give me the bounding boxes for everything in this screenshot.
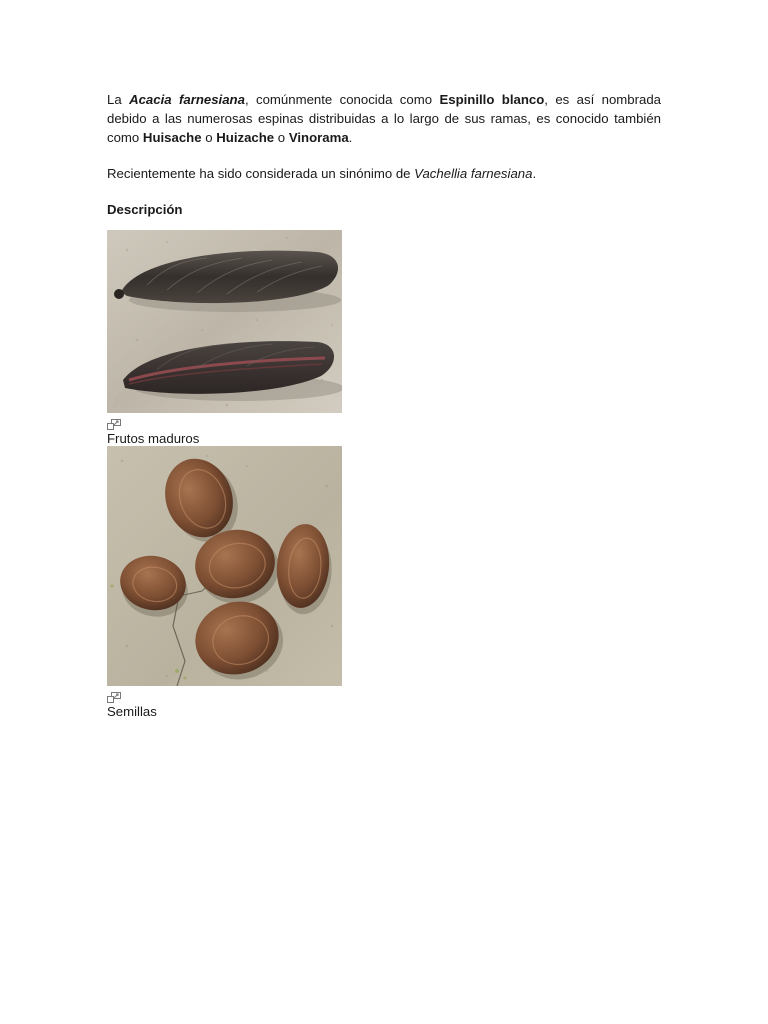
text-run: La (107, 92, 130, 107)
common-name-vinorama: Vinorama (288, 130, 349, 145)
text-run: , es así nombrada debido a las numerosas espinas distribuidas a lo largo de sus ramas, es conocido también como (107, 92, 662, 145)
enlarge-icon[interactable] (107, 692, 121, 703)
pods-image[interactable] (107, 230, 342, 413)
synonym-paragraph (107, 164, 661, 183)
section-heading: Descripción (107, 202, 183, 217)
figure-semillas (107, 446, 342, 719)
text-run: , comúnmente conocida como (244, 92, 440, 107)
caption-frutos: Frutos maduros (107, 431, 200, 446)
text-run: Recientemente ha sido considerada un sinónimo de (107, 166, 415, 181)
text-run: . (348, 130, 353, 145)
common-name-huizache: Huizache (216, 130, 275, 145)
text-run: o (274, 130, 289, 145)
intro-paragraph (107, 90, 661, 147)
text-run: . (532, 166, 537, 181)
figure-frutos (107, 230, 342, 446)
document-page (107, 90, 661, 719)
caption-semillas: Semillas (107, 704, 157, 719)
species-name: Acacia farnesiana (129, 92, 245, 107)
text-run: o (201, 130, 217, 145)
seeds-image[interactable] (107, 446, 342, 686)
common-name-espinillo: Espinillo blanco (439, 92, 545, 107)
synonym-name: Vachellia farnesiana (414, 166, 533, 181)
enlarge-icon[interactable] (107, 419, 121, 430)
common-name-huisache: Huisache (142, 130, 202, 145)
